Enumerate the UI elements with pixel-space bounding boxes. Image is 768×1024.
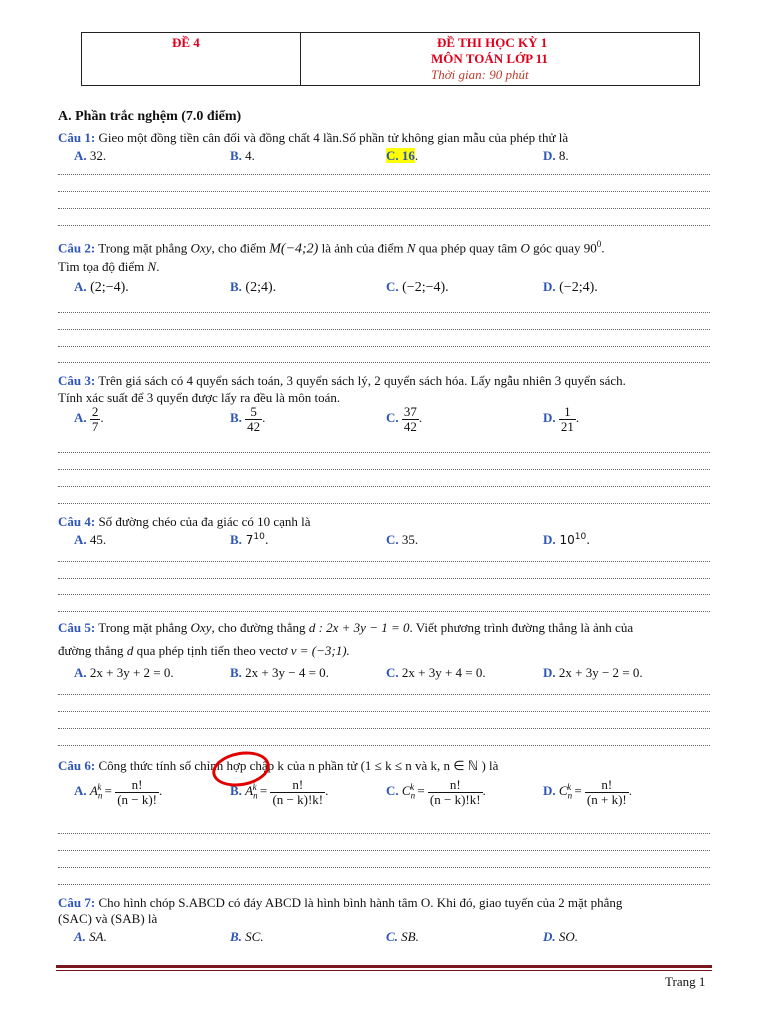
question-3-line2: Tính xác suất để 3 quyển được lấy ra đều là môn toán. [58,390,341,405]
question-1 [58,130,568,146]
q7-option-c: C. SB. [386,929,419,944]
answer-line [58,850,710,851]
q3-option-c: C. $\frac{37}{42}$ . [386,404,423,434]
q2-option-c: C. (−2;−4). [386,279,449,295]
q2-option-b: B. (2;4). [230,279,277,295]
q7-option-d: D. SO. [543,929,579,944]
answer-line [58,561,710,562]
q5-option-d: D. 2x + 3y − 2 = 0. [543,665,643,680]
answer-line [58,208,710,209]
answer-line [58,362,710,363]
q1-option-b: B. 4. [230,148,255,163]
answer-line [58,346,710,347]
answer-line [58,728,710,729]
exam-title: ĐỀ THI HỌC KỲ 1 [437,35,548,50]
q4-option-a: A. 45. [74,532,107,547]
answer-line [58,694,710,695]
answer-line [58,611,710,612]
question-4: Câu 4: Số đường chéo của đa giác có 10 cạnh là [58,514,311,529]
section-a-title: A. Phần trắc nghệm (7.0 điểm) [58,109,242,124]
answer-line [58,174,710,175]
q4-option-d: D. $10^{10}$. [543,532,591,547]
answer-line [58,469,710,470]
answer-line [58,503,710,504]
footer-rule-thick [56,965,712,968]
answer-line [58,486,710,487]
q7-option-a: A. SA. [74,929,107,944]
question-3: Câu 3: Trên giá sách có 4 quyển sách toán, 3 quyển sách lý, 2 quyển sách hóa. Lấy ngẫu nhiên 3 quyển sách. [58,373,626,388]
question-7-line2: (SAC) và (SAB) là [58,911,158,926]
question-label: Câu 1: [58,130,96,145]
question-text: Gieo một đồng tiền cân đối và đồng chất 4 lần.Số phần tử không gian mẫu của phép thử là [95,130,569,145]
q6-option-a: A. $A_n^k$ = $\frac{n!}{(n - k)!}$ . [74,777,163,807]
answer-line [58,329,710,330]
answer-line [58,594,710,595]
answer-line [58,452,710,453]
q6-option-b: B. $A_n^k$ = $\frac{n!}{(n - k)!k!}$ . [230,777,329,807]
q1-option-d: D. 8. [543,148,569,163]
question-5-line2: đường thẳng d qua phép tịnh tiến theo vectơ v = (−3;1). [58,643,350,658]
exam-subject: MÔN TOÁN LỚP 11 [431,51,548,66]
q1-option-c: C. 16. [386,148,419,163]
q1-option-a: A. 32. [74,148,107,163]
q5-option-b: B. 2x + 3y − 4 = 0. [230,665,329,680]
question-2: Câu 2: Trong mặt phẳng Oxy, cho điểm M(−4;2) là ảnh của điểm N qua phép quay tâm O góc quay $90^0$. [58,239,605,257]
answer-line [58,833,710,834]
exam-code: ĐỀ 4 [172,35,200,50]
question-7: Câu 7: Cho hình chóp S.ABCD có đáy ABCD là hình bình hành tâm O. Khi đó, giao tuyến của 2 mặt phẳng [58,895,623,910]
page-number: Trang 1 [665,974,706,989]
answer-line [58,578,710,579]
answer-line [58,884,710,885]
q4-option-b: B. $7^{10}$. [230,532,269,547]
q5-option-a: A. 2x + 3y + 2 = 0. [74,665,174,680]
q2-option-a: A. (2;−4). [74,279,129,295]
question-6: Câu 6: Công thức tính số chỉnh hợp chập k của n phần tử (1 ≤ k ≤ n và k, n ∈ ℕ ) là [58,758,499,773]
q2-option-d: D. (−2;4). [543,279,598,295]
q3-option-a: A. $\frac{2}{7}$ . [74,404,104,434]
q6-option-c: C. $C_n^k$ = $\frac{n!}{(n - k)!k!}$ . [386,777,486,807]
answer-line [58,225,710,226]
q3-option-b: B. $\frac{5}{42}$ . [230,404,266,434]
answer-line [58,312,710,313]
exam-time: Thời gian: 90 phút [431,67,529,82]
answer-line [58,745,710,746]
q5-option-c: C. 2x + 3y + 4 = 0. [386,665,486,680]
q7-option-b: B. SC. [230,929,264,944]
q4-option-c: C. 35. [386,532,419,547]
question-2-line2: Tìm tọa độ điểm N. [58,259,160,274]
answer-line [58,867,710,868]
q6-option-d: D. $C_n^k$ = $\frac{n!}{(n + k)!}$ . [543,777,632,807]
answer-line [58,191,710,192]
footer-rule-thin [56,970,712,971]
header-divider [300,33,301,85]
question-5: Câu 5: Trong mặt phẳng Oxy, cho đường thẳng d : 2x + 3y − 1 = 0. Viết phương trình đường thẳng là ảnh của [58,620,634,635]
q3-option-d: D. $\frac{1}{21}$ . [543,404,580,434]
answer-line [58,711,710,712]
